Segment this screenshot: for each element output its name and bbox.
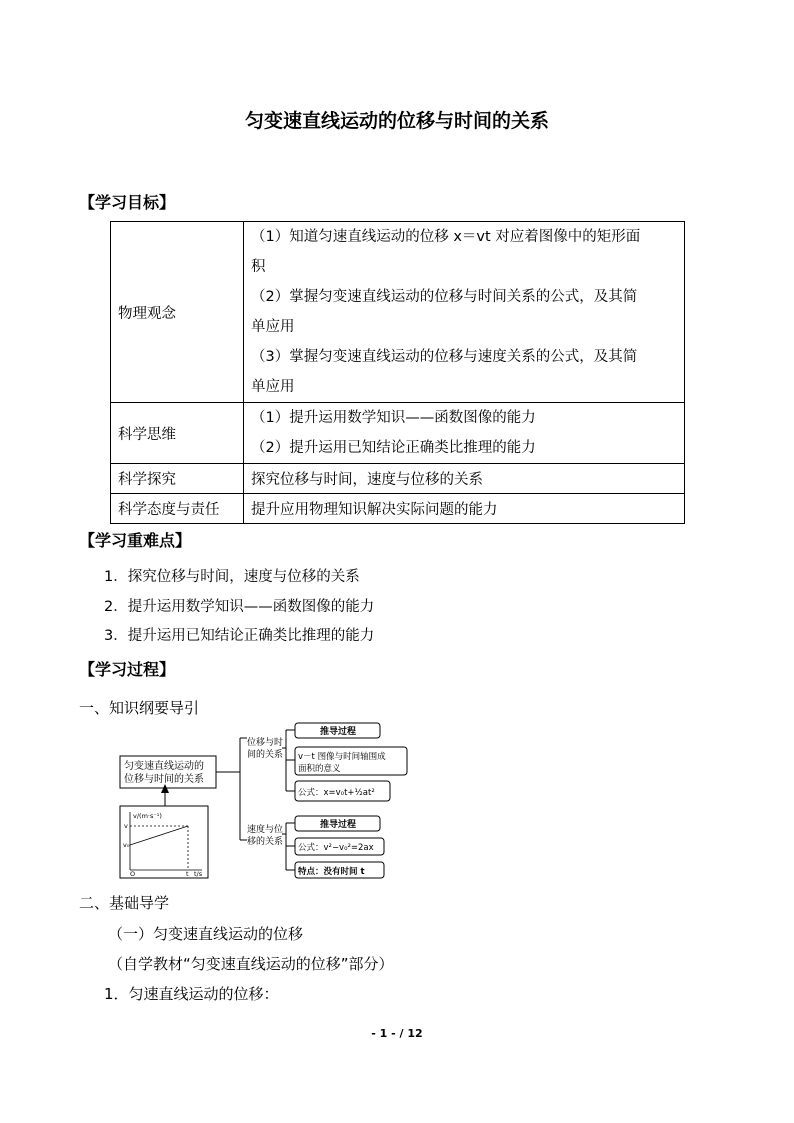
branch2-line-2: 移的关系 bbox=[247, 837, 284, 847]
row-key-scientific-inquiry: 科学探究 bbox=[111, 464, 244, 494]
table-row bbox=[111, 403, 685, 464]
graph-xlabel: t/s bbox=[194, 870, 203, 878]
graph-ylabel: v/(m·s⁻¹) bbox=[133, 812, 162, 820]
row-value-scientific-inquiry: 探究位移与时间，速度与位移的关系 bbox=[244, 464, 685, 494]
row-key-attitude: 科学态度与责任 bbox=[111, 494, 244, 524]
row-key-scientific-thinking: 科学思维 bbox=[111, 403, 244, 464]
b1-area-line-1: v－t 图像与时间轴围成 bbox=[298, 752, 386, 762]
b2-derivation: 推导过程 bbox=[320, 820, 357, 830]
text-line: 单应用 bbox=[251, 379, 295, 395]
list-item: 3．提升运用已知结论正确类比推理的能力 bbox=[104, 628, 375, 644]
section-basics: 二、基础导学 bbox=[79, 894, 170, 912]
b2-feature: 特点：没有时间 t bbox=[298, 867, 365, 877]
b1-formula: 公式：x=v₀t+½at² bbox=[298, 788, 375, 798]
section-outline: 一、知识纲要导引 bbox=[79, 699, 200, 717]
objectives-heading: 【学习目标】 bbox=[79, 193, 176, 212]
graph-tick-t: t bbox=[186, 870, 189, 878]
text-line: （1）知道匀速直线运动的位移 x＝vt 对应着图像中的矩形面 bbox=[251, 229, 641, 245]
table-row bbox=[111, 464, 685, 494]
branch2-line-1: 速度与位 bbox=[247, 825, 284, 835]
root-line-1: 匀变速直线运动的 bbox=[124, 761, 204, 772]
text-line: （2）掌握匀变速直线运动的位移与时间关系的公式，及其简 bbox=[251, 289, 638, 305]
graph-origin: O bbox=[130, 870, 136, 878]
b1-derivation: 推导过程 bbox=[320, 727, 357, 737]
row-value-scientific-thinking bbox=[244, 403, 685, 464]
text-line: （3）掌握匀变速直线运动的位移与速度关系的公式，及其简 bbox=[251, 349, 638, 365]
table-row bbox=[111, 222, 685, 403]
list-item: 2．提升运用数学知识——函数图像的能力 bbox=[104, 598, 375, 615]
root-line-2: 位移与时间的关系 bbox=[124, 774, 204, 785]
text-line: 单应用 bbox=[251, 319, 295, 335]
process-heading: 【学习过程】 bbox=[79, 660, 176, 679]
graph-tick-v0: v₀ bbox=[123, 841, 130, 849]
key-points-heading: 【学习重难点】 bbox=[79, 531, 192, 550]
objectives-table bbox=[110, 221, 685, 524]
b1-area-line-2: 面积的意义 bbox=[298, 764, 341, 774]
knowledge-outline-diagram bbox=[110, 720, 420, 880]
self-study-note: （自学教材“匀变速直线运动的位移”部分） bbox=[108, 955, 394, 973]
page-number: - 1 - / 12 bbox=[371, 1027, 423, 1040]
b2-formula: 公式：v²−v₀²=2ax bbox=[298, 843, 374, 853]
text-line: 积 bbox=[251, 259, 266, 275]
text-line: （1）提升运用数学知识——函数图像的能力 bbox=[251, 410, 536, 426]
table-row bbox=[111, 494, 685, 524]
key-points-list bbox=[104, 563, 374, 652]
list-item: 1．探究位移与时间，速度与位移的关系 bbox=[104, 569, 360, 585]
text-line: （2）提升运用已知结论正确类比推理的能力 bbox=[251, 440, 536, 456]
branch1-line-1: 位移与时 bbox=[247, 738, 284, 748]
row-value-attitude: 提升应用物理知识解决实际问题的能力 bbox=[244, 494, 685, 524]
row-key-physics-concept: 物理观念 bbox=[111, 222, 244, 403]
page-title: 匀变速直线运动的位移与时间的关系 bbox=[244, 110, 549, 132]
branch1-line-2: 间的关系 bbox=[247, 750, 284, 760]
row-value-physics-concept bbox=[244, 222, 685, 403]
graph-tick-v: v bbox=[124, 822, 128, 830]
item-uniform-displacement: 1．匀速直线运动的位移： bbox=[104, 985, 279, 1003]
subsection-title: （一）匀变速直线运动的位移 bbox=[108, 925, 304, 943]
